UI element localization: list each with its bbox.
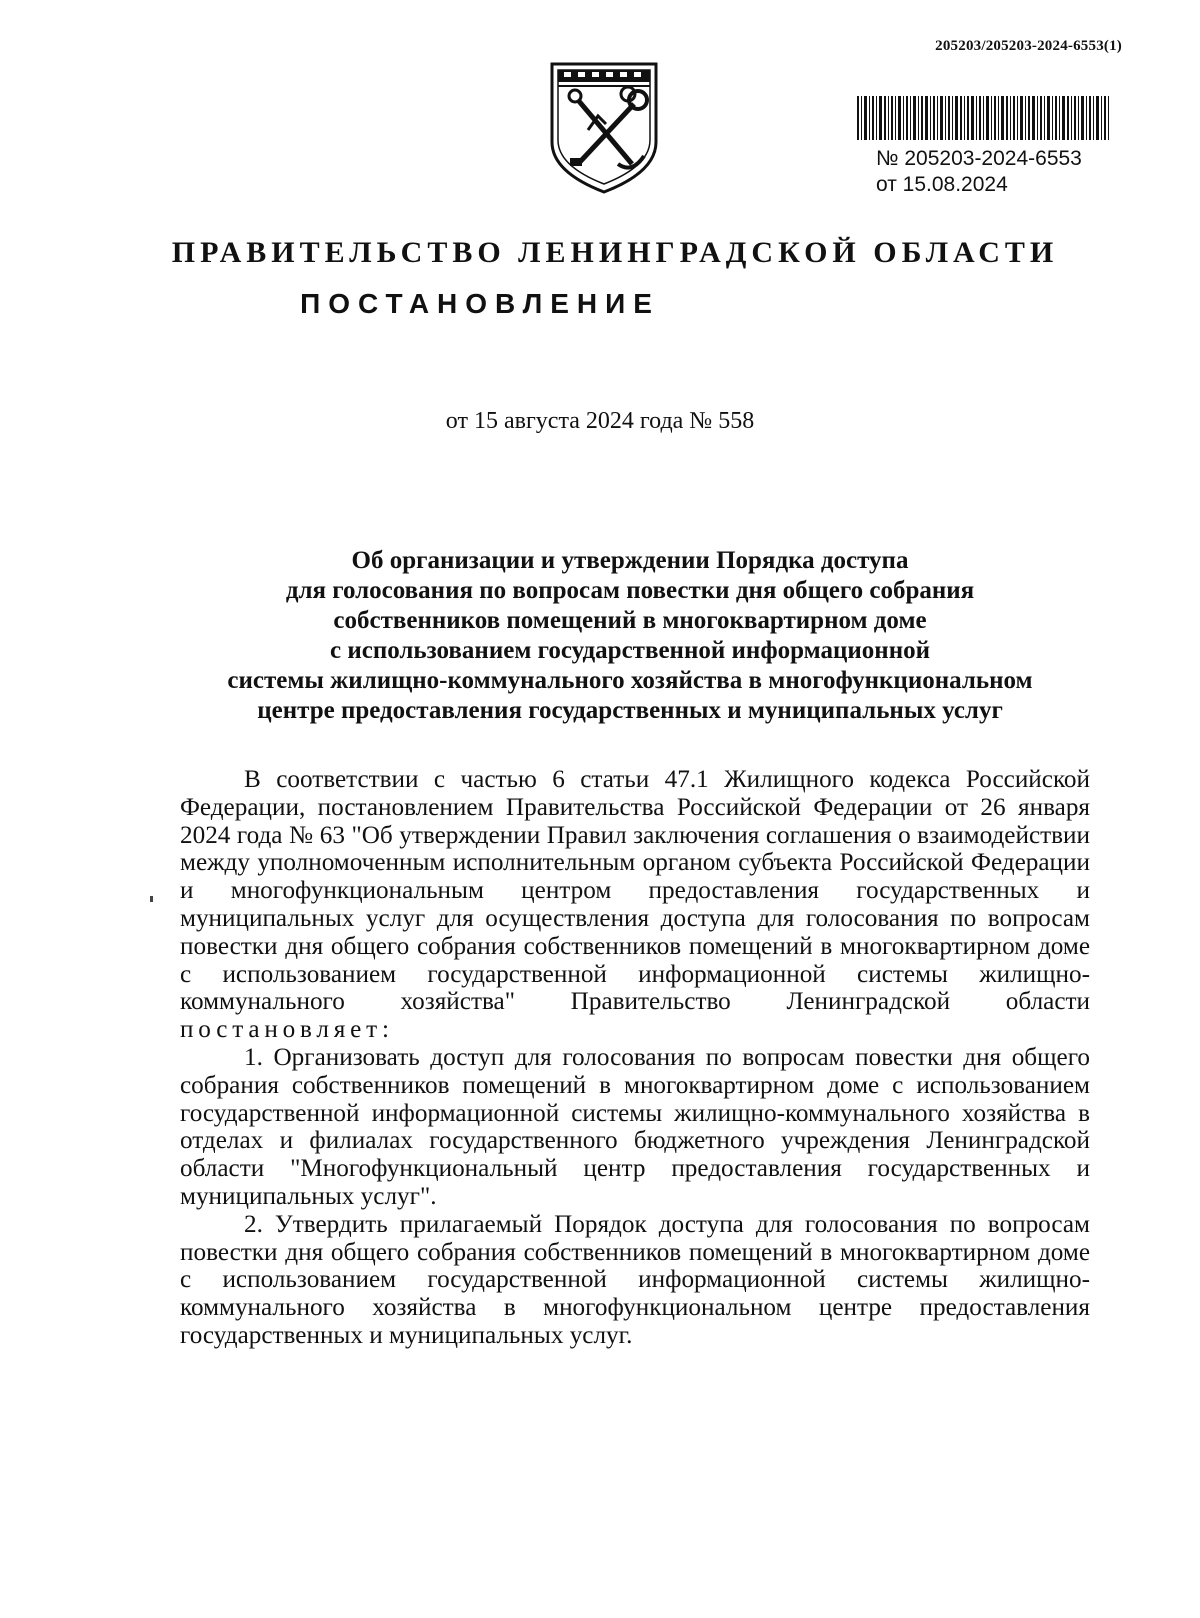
subject-line: собственников помещений в многоквартирном доме <box>333 607 927 634</box>
registration-number: № 205203-2024-6553 <box>876 147 1082 170</box>
decree-word: постановляет: <box>180 1016 394 1044</box>
document-type: ПОСТАНОВЛЕНИЕ <box>300 288 660 319</box>
item-1-paragraph: 1. Организовать доступ для голосования по вопросам повестки дня общего собрания собственников помещений в многоквартирном доме с использованием государственной информационной системы жилищно-коммунального хозяйства в отделах и филиалах государственного бюджетного учреждения Ленинградской области "Многофункциональный центр предоставления государственных и муниципальных услуг". <box>180 1043 1090 1210</box>
government-title: ПРАВИТЕЛЬСТВО ЛЕНИНГРАДСКОЙ ОБЛАСТИ <box>171 236 1059 269</box>
registration-block <box>876 146 1082 198</box>
margin-mark <box>150 896 153 902</box>
document-subject <box>150 546 1110 726</box>
subject-line: с использованием государственной информационной <box>329 637 931 664</box>
subject-line: системы жилищно-коммунального хозяйства в многофункциональном <box>227 667 1033 694</box>
document-body <box>180 766 1090 1350</box>
preamble-text: В соответствии с частью 6 статьи 47.1 Жилищного кодекса Российской Федерации, постановлением Правительства Российской Федерации от 26 января 2024 года № 63 "Об утверждении Правил заключения соглашения о взаимодействии между уполномоченным исполнительным органом субъекта Российской Федерации и многофункциональным центром предоставления государственных и муниципальных услуг для осуществления доступа для голосования по вопросам повестки дня общего собрания собственников помещений в многоквартирном доме с использованием государственной информационной системы жилищно-коммунального хозяйства" Правительство Ленинградской области <box>180 766 1090 1016</box>
preamble-paragraph <box>180 766 1090 1044</box>
barcode-icon <box>857 96 1109 140</box>
subject-line: центре предоставления государственных и муниципальных услуг <box>257 697 1003 724</box>
item-2-paragraph: 2. Утвердить прилагаемый Порядок доступа для голосования по вопросам повестки дня общего собрания собственников помещений в многоквартирном доме с использованием государственной информационной системы жилищно-коммунального хозяйства в многофункциональном центре предоставления государственных и муниципальных услуг. <box>180 1210 1090 1349</box>
document-date-number: от 15 августа 2024 года № 558 <box>445 408 755 434</box>
leningrad-oblast-coat-of-arms-icon <box>548 60 660 196</box>
registration-date: от 15.08.2024 <box>876 173 1008 196</box>
subject-line: Об организации и утверждении Порядка доступа <box>351 547 909 574</box>
document-id: 205203/205203-2024-6553(1) <box>935 38 1122 54</box>
subject-line: для голосования по вопросам повестки дня общего собрания <box>285 577 975 604</box>
